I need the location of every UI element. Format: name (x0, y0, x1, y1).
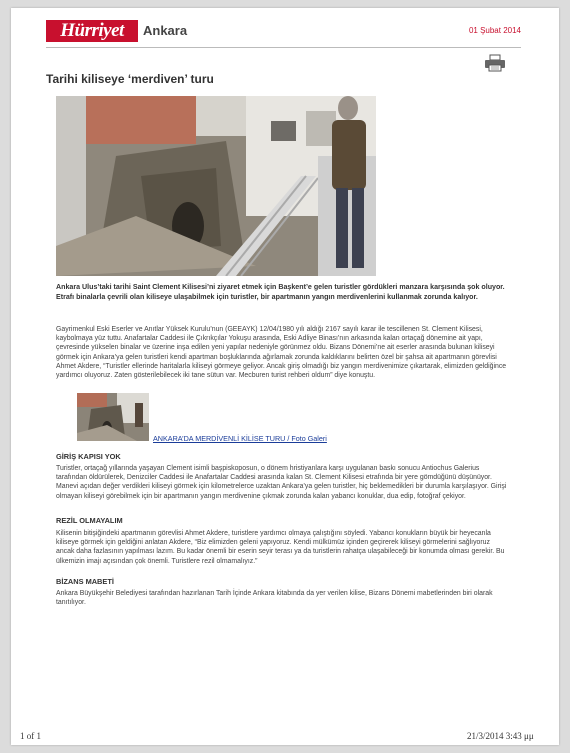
article-paragraph: Turistler, ortaçağ yıllarında yaşayan Clement isimli başpiskoposun, o dönem hristiyanlara karşı uygulanan baskı sonucu Antiochus Galerius tarafından öldürülerek, Denizciler Caddesi ile Anafartalar Caddesi arasında kalan St. Clement Kilisesi etrafında bir yere gömdüğünü düşünüyor. Manevi açıdan değer verdikleri kiliseyi görmek için kilometrelerce uzaktan Ankara’ya gelen turistler, hiç beklemedikleri bir durumla karşılaşıyor. Girişi olmayan kiliseyi görebilmek için bir apartmanın yangın merdivenine çıkmak zorunda kalan yabancı konuklar, dua edip, fotoğraf çekiyor. (56, 465, 507, 500)
article-paragraph: Ankara Büyükşehir Belediyesi tarafından hazırlanan Tarih İçinde Ankara kitabında da yer verilen kilise, Bizans Dönemi mabetlerinden biri olarak tanıtılıyor. (56, 590, 493, 607)
hurriyet-logo[interactable]: Hürriyet (46, 20, 138, 42)
publish-date: 01 Şubat 2014 (468, 26, 521, 35)
section-heading: BİZANS MABETİ (56, 577, 114, 586)
city-label: Ankara (143, 23, 188, 38)
article-paragraph: Gayrimenkul Eski Eserler ve Anıtlar Yüksek Kurulu’nun (GEEAYK) 12/04/1980 yılı aldığı 2167 sayılı karar ile tescillenen St. Clement Kilisesi, kaybolmaya yüz tuttu. Anafartalar Caddesi ile Çıkrıkçılar Yokuşu arasında, Eski Adliye Binası’nın arkasında kalan ortaçağ dönemine ait yapı, çevresinde yükselen binalar ve üzerine inşa edilen yeni yapılar nedeniyle görünmez oldu. Bizans Dönemi’ne ait eserler arasında bulunan kiliseyi görmek için Ankara’ya gelen turistleri kendi apartman boşluklarında ağırlamak zorunda kaldıklarını belirten özel bir şahsa ait apartmanın görevlisi Ahmet Akdere, “Turistler ellerinde haritalarla kiliseyi görmeye geliyor. Ancak giriş olmadığı biz yangın merdivenimize çıkartarak, elimizden geldiğince yardımcı oluyoruz. Zaten gösterilebilecek iki tane sütun var. Mecburen turist rehberi oldum” diye konuştu. (56, 326, 507, 380)
header-divider (46, 47, 521, 48)
print-timestamp: 21/3/2014 3:43 μμ (467, 731, 534, 741)
section-heading: GİRİŞ KAPISI YOK (56, 452, 121, 461)
masthead (46, 20, 521, 44)
gallery-thumbnail[interactable] (77, 393, 149, 441)
article-lead: Ankara Ulus’taki tarihi Saint Clement Kilisesi’ni ziyaret etmek için Başkent’e gelen turistler gördükleri manzara karşısında şok oluyor. Etrafı binalarla çevrili olan kiliseye ulaşabilmek için turistler, bir apartmanın yangın merdivenlerini kullanmak zorunda kalıyor. (56, 283, 505, 301)
article-photo (56, 96, 376, 276)
photo-gallery-link[interactable]: ANKARA’DA MERDİVENLİ KİLİSE TURU / Foto Galeri (153, 434, 327, 443)
page-count: 1 of 1 (20, 731, 41, 741)
article-paragraph: Kilisenin bitişiğindeki apartmanın görevlisi Ahmet Akdere, turistlere yardımcı olmaya çalıştığını söyledi. Yabancı konukların büyük bir heyecanla kiliseye görmek için geldiğini anlatan Akdere, “Biz elimizden geleni yapıyoruz. Kendi mülkümüz içinden geçirerek kiliseyi görmelerini sağlıyoruz ancak daha fazlasının yapılması lazım. Bu kadar önemli bir eserin seyir terası ya da turistlerin rahatça ulaşabileceği bir konumda olması gerekir. Bu ülkemizin imajı açısından çok önemli. Turistlere rezil olmamalıyız.” (56, 530, 505, 565)
section-heading: REZİL OLMAYALIM (56, 516, 123, 525)
article-title: Tarihi kiliseye ‘merdiven’ turu (46, 72, 214, 86)
printer-icon[interactable] (484, 54, 506, 72)
